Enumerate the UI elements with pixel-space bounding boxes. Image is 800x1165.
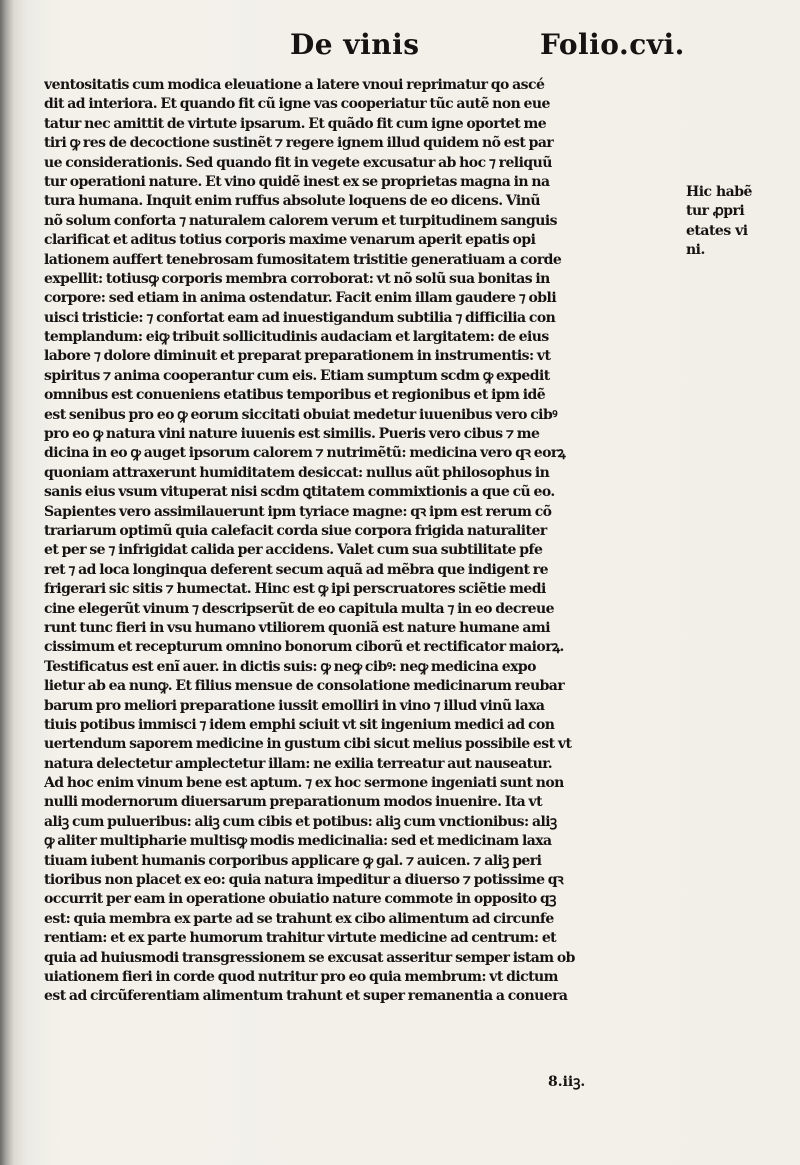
text-line: est ad circũferentiam alimentum trahunt et super remanentia a conuera	[44, 988, 568, 1005]
text-line: dicina in eo ꝙ auget ipsorum calorem ⁊ nutrimẽtũ: medicina vero qꝛ eorꝝ	[44, 445, 566, 462]
text-line: trariarum optimũ quia calefacit corda siue corpora frigida naturaliter	[44, 522, 547, 539]
marginal-note-line: tur ꝓpri	[686, 203, 745, 220]
text-line: ꝙ aliter multipharie multisꝙ modis medicinalia: sed et medicinam laxa	[44, 833, 552, 850]
text-line: lationem auffert tenebrosam fumositatem tristitie generatiuam a corde	[44, 251, 562, 268]
text-line: et per se ⁊ infrigidat calida per accidens. Valet cum sua subtilitate pfe	[44, 542, 543, 559]
text-line: ventositatis cum modica eleuatione a latere vnoui reprimatur qo ascé	[44, 77, 545, 93]
text-line: tiuis potibus immisci ⁊ idem emphi sciuit vt sit ingenium medici ad con	[44, 716, 555, 733]
page-header-title: De vinis	[290, 28, 420, 61]
text-line: Ad hoc enim vinum bene est aptum. ⁊ ex hoc sermone ingeniati sunt non	[44, 775, 564, 792]
text-line: cine elegerũt vinum ⁊ descripserũt de eo capitula multa ⁊ in eo decreue	[44, 600, 555, 617]
text-line: uertendum saporem medicine in gustum cibi sicut melius possibile est vt	[44, 736, 572, 753]
text-line: tiri ꝙ res de decoctione sustinẽt ⁊ regere ignem illud quidem nõ est par	[44, 135, 554, 152]
main-text-column	[44, 76, 684, 1007]
text-line: occurrit per eam in operatione obuiatio nature commote in opposito qꝫ	[44, 891, 556, 908]
text-line: cissimum et recepturum omnino bonorum ciborũ et rectificator maiorꝝ.	[44, 639, 564, 656]
text-line: runt tunc fieri in vsu humano vtiliorem quoniã est nature humane ami	[44, 619, 550, 636]
text-line: tiuam iubent humanis corporibus applicare ꝙ gal. ⁊ auicen. ⁊ aliꝫ peri	[44, 852, 542, 869]
text-line: lietur ab ea nunꝙ. Et filius mensue de consolatione medicinarum reubar	[44, 678, 565, 695]
text-line: tioribus non placet ex eo: quia natura impeditur a diuerso ⁊ potissime qꝛ	[44, 872, 564, 889]
text-line: spiritus ⁊ anima cooperantur cum eis. Etiam sumptum scdm ꝙ expedit	[44, 367, 550, 384]
text-line: Sapientes vero assimilauerunt ipm tyriace magne: qꝛ ipm est rerum cõ	[44, 503, 552, 520]
text-line: clarificat et aditus totius corporis maxime venarum aperit epatis opi	[44, 232, 536, 249]
text-line: tatur nec amittit de virtute ipsarum. Et quãdo fit cum igne oportet me	[44, 115, 547, 132]
text-line: quia ad huiusmodi transgressionem se excusat asseritur semper istam ob	[44, 949, 575, 966]
text-line: templandum: eiꝙ tribuit sollicitudinis audaciam et largitatem: de eius	[44, 329, 549, 346]
text-line: natura delectetur amplectetur illam: ne exilia terreatur aut nauseatur.	[44, 755, 553, 772]
text-line: est: quia membra ex parte ad se trahunt ex cibo alimentum ad circunfe	[44, 910, 554, 927]
text-line: sanis eius vsum vituperat nisi scdm ꝗtitatem commixtionis a que cũ eo.	[44, 484, 555, 501]
marginal-note-line: Hic habẽ	[686, 184, 752, 200]
text-line: dit ad interiora. Et quando fit cũ igne vas cooperiatur tũc autẽ non eue	[44, 96, 550, 113]
text-line: labore ⁊ dolore diminuit et preparat preparationem in instrumentis: vt	[44, 348, 551, 365]
text-line: uisci tristicie: ⁊ confortat eam ad inuestigandum subtilia ⁊ difficilia con	[44, 309, 556, 326]
text-line: corpore: sed etiam in anima ostendatur. Facit enim illam gaudere ⁊ obli	[44, 290, 557, 307]
signature-mark: 8.iiꝫ.	[548, 1074, 586, 1090]
folio-number: Folio.cvi.	[540, 28, 685, 61]
text-line: ue considerationis. Sed quando fit in vegete excusatur ab hoc ⁊ reliquũ	[44, 154, 552, 171]
text-line: Testificatus est enĩ auer. in dictis suis: ꝙ neꝙ cibꝰ: neꝙ medicina expo	[44, 658, 536, 675]
text-line: frigerari sic sitis ⁊ humectat. Hinc est ꝙ ipi perscruatores sciẽtie medi	[44, 581, 546, 598]
text-line: expellit: totiusꝙ corporis membra corroborat: vt nõ solũ sua bonitas in	[44, 270, 550, 287]
marginal-note	[686, 183, 796, 261]
text-line: rentiam: et ex parte humorum trahitur virtute medicine ad centrum: et	[44, 930, 557, 947]
text-line: pro eo ꝙ natura vini nature iuuenis est similis. Pueris vero cibus ⁊ me	[44, 426, 540, 443]
text-line: nõ solum conforta ⁊ naturalem calorem verum et turpitudinem sanguis	[44, 212, 557, 229]
text-line: omnibus est conueniens etatibus temporibus et regionibus et ipm idẽ	[44, 387, 546, 404]
marginal-note-line: etates vi	[686, 222, 748, 239]
text-line: barum pro meliori preparatione iussit emolliri in vino ⁊ illud vinũ laxa	[44, 697, 545, 714]
text-line: tura humana. Inquit enim ruffus absolute loquens de eo dicens. Vinũ	[44, 193, 540, 210]
text-line: nulli modernorum diuersarum preparationum modos inuenire. Ita vt	[44, 794, 542, 811]
marginal-note-line: ni.	[686, 242, 705, 259]
text-line: ret ⁊ ad loca longinqua deferent secum aquã ad mẽbra que indigent re	[44, 561, 548, 578]
text-line: aliꝫ cum pulueribus: aliꝫ cum cibis et potibus: aliꝫ cum vnctionibus: aliꝫ	[44, 813, 557, 830]
text-line: quoniam attraxerunt humiditatem desiccat: nullus aũt philosophus in	[44, 464, 550, 481]
text-line: uiationem fieri in corde quod nutritur pro eo quia membrum: vt dictum	[44, 968, 558, 985]
text-line: tur operationi nature. Et vino quidẽ inest ex se proprietas magna in na	[44, 173, 550, 190]
text-line: est senibus pro eo ꝙ eorum siccitati obuiat medetur iuuenibus vero cibꝰ	[44, 406, 557, 423]
